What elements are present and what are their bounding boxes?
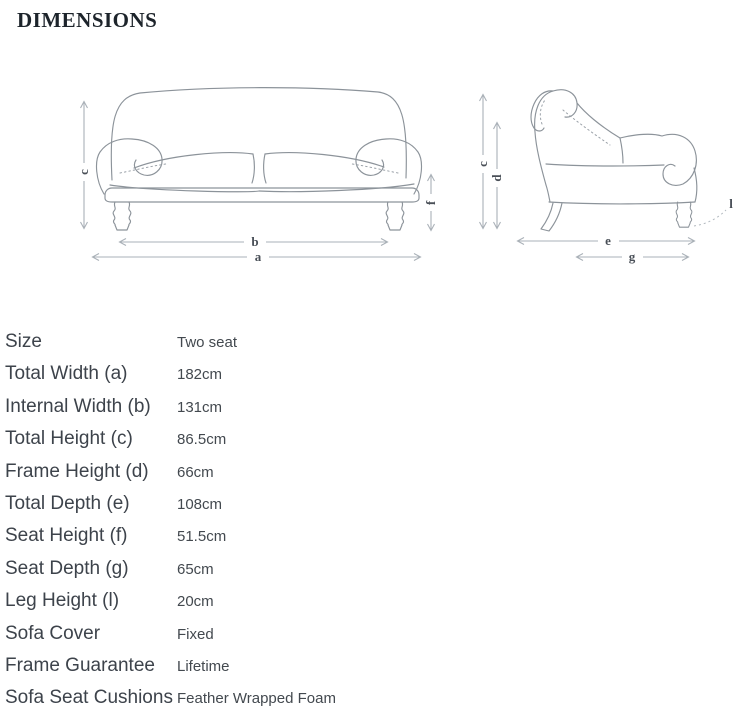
table-row — [5, 525, 545, 557]
spec-value: 131cm — [177, 398, 223, 416]
table-row — [5, 493, 545, 525]
spec-label: Leg Height (l) — [5, 590, 120, 612]
dimension-label-g: g — [628, 249, 636, 264]
spec-value: Fixed — [177, 625, 214, 643]
dimension-label-b: b — [251, 234, 259, 249]
table-row — [5, 363, 545, 395]
spec-value: 20cm — [177, 593, 214, 611]
table-row — [5, 590, 545, 622]
spec-value: Lifetime — [177, 657, 230, 675]
spec-value: Two seat — [177, 334, 238, 351]
sofa-front-view-drawing — [76, 88, 438, 264]
spec-value: 51.5cm — [177, 528, 227, 546]
table-row — [5, 461, 545, 493]
spec-label: Internal Width (b) — [5, 395, 151, 417]
table-row — [5, 428, 545, 460]
table-row — [5, 655, 545, 687]
dimension-arrow-e — [518, 233, 694, 248]
table-row — [5, 623, 545, 655]
spec-value: Feather Wrapped Foam — [177, 690, 336, 708]
sofa-dimensions-diagram — [0, 60, 753, 295]
dimension-label-f: f — [423, 200, 438, 206]
dimension-arrow-f — [423, 175, 438, 230]
spec-label: Total Width (a) — [5, 363, 128, 385]
spec-label: Total Depth (e) — [5, 492, 130, 514]
dimension-label-c-side: c — [475, 161, 490, 167]
spec-value: 86.5cm — [177, 431, 227, 449]
dimension-arrow-c-side — [475, 95, 490, 228]
sofa-side-view-drawing — [475, 90, 733, 264]
dimension-arrow-b — [120, 234, 387, 249]
dimension-arrow-c-front — [76, 102, 91, 228]
dimension-label-a: a — [254, 249, 262, 264]
spec-value: 182cm — [177, 366, 223, 384]
dimension-label-d: d — [489, 174, 504, 182]
spec-value: 65cm — [177, 560, 214, 578]
spec-label: Frame Height (d) — [5, 460, 149, 482]
dimension-label-e: e — [605, 233, 611, 248]
dimension-label-c-front: c — [76, 169, 91, 175]
spec-label: Total Height (c) — [5, 428, 133, 450]
table-row — [5, 558, 545, 590]
spec-label: Sofa Seat Cushions — [5, 687, 173, 709]
spec-label: Seat Depth (g) — [5, 557, 129, 579]
dimension-label-l: l — [729, 196, 733, 211]
dimensions-spec-table — [5, 331, 545, 720]
table-row — [5, 687, 545, 719]
spec-label: Seat Height (f) — [5, 525, 128, 547]
spec-label: Size — [5, 331, 42, 352]
page-title: DIMENSIONS — [17, 8, 158, 32]
dimension-pointer-l — [694, 196, 733, 226]
spec-label: Sofa Cover — [5, 622, 101, 644]
dimension-arrow-d — [489, 123, 504, 228]
dimension-arrow-g — [577, 249, 688, 264]
spec-value: 108cm — [177, 495, 223, 513]
table-row — [5, 331, 545, 363]
spec-label: Frame Guarantee — [5, 654, 155, 676]
table-row — [5, 396, 545, 428]
spec-value: 66cm — [177, 463, 214, 481]
dimension-arrow-a — [93, 249, 420, 264]
